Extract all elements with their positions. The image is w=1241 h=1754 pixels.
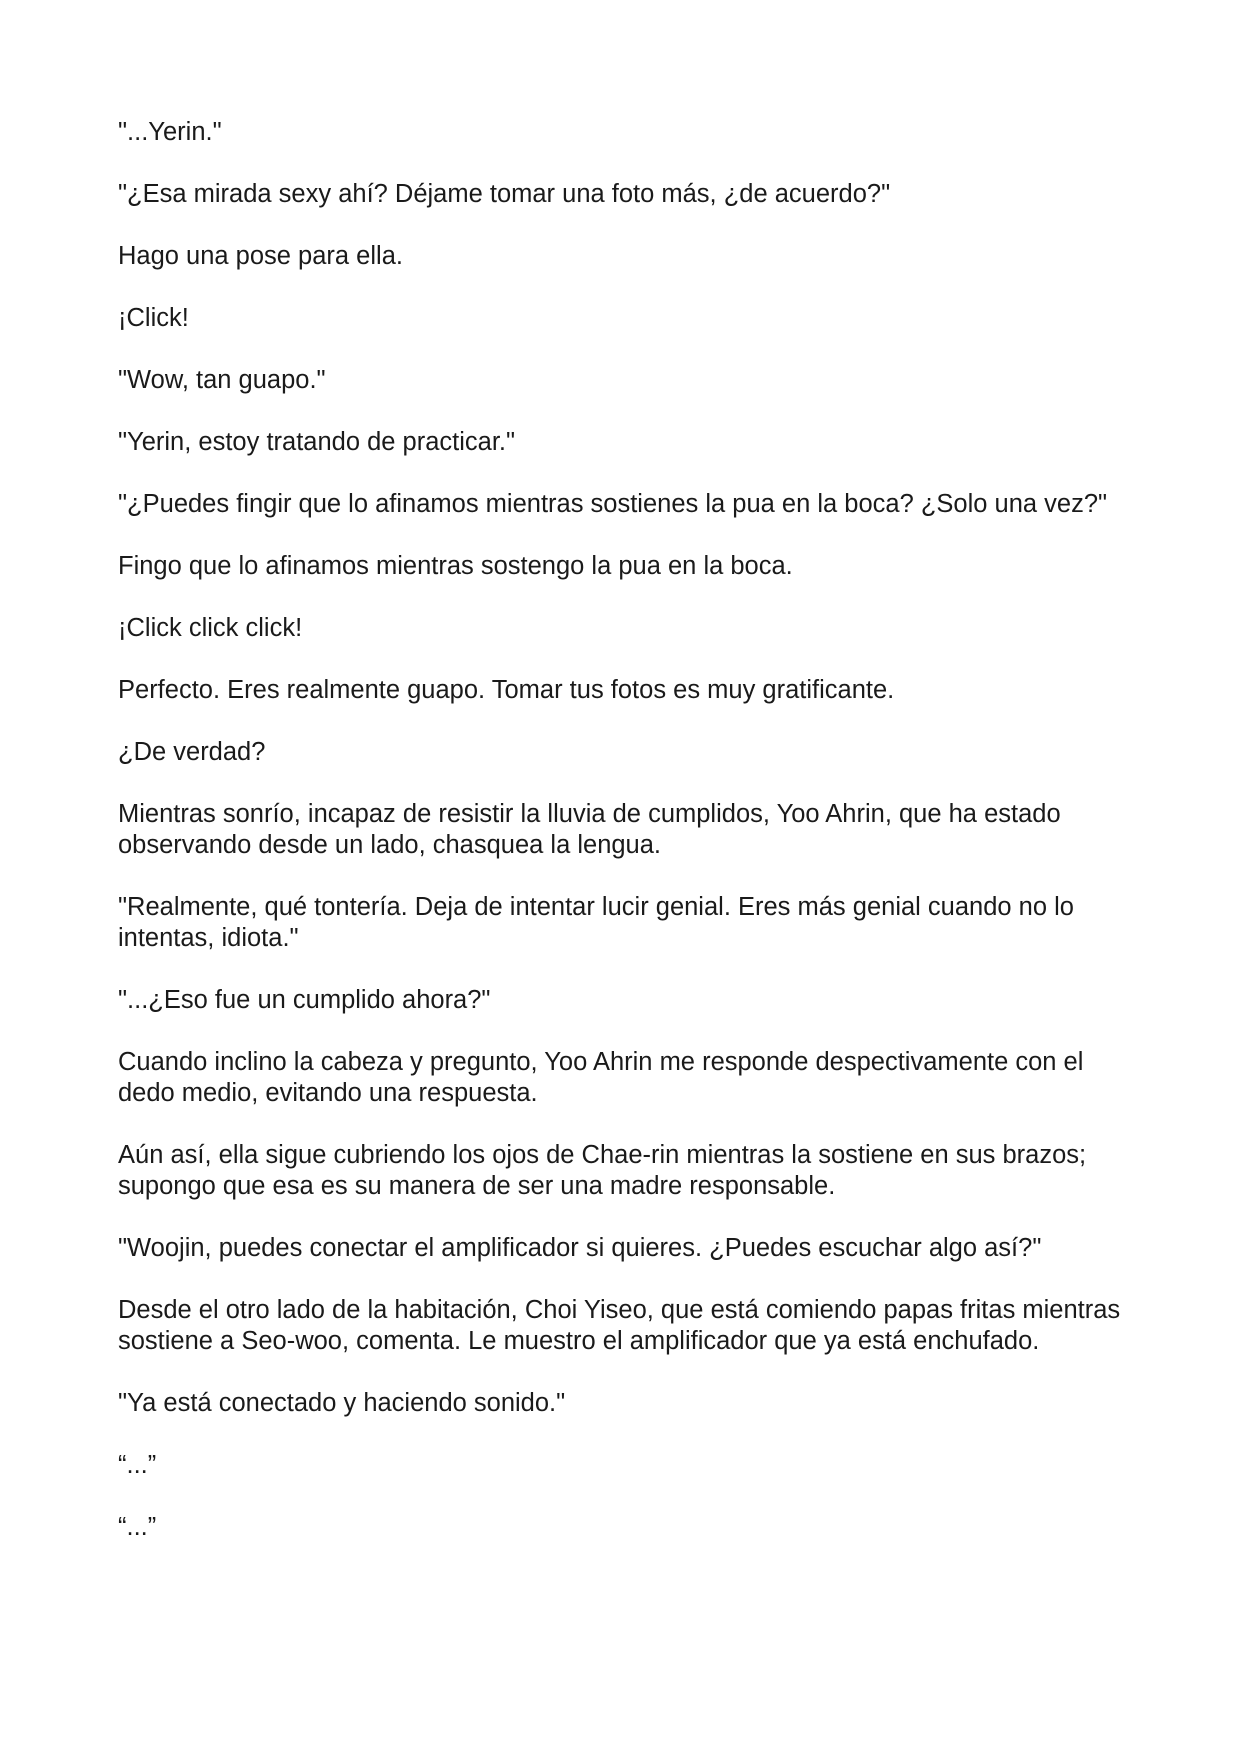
paragraph: Mientras sonrío, incapaz de resistir la lluvia de cumplidos, Yoo Ahrin, que ha estado observando desde un lado, chasquea la lengua.	[118, 800, 1068, 859]
paragraph: Fingo que lo afinamos mientras sostengo la pua en la boca.	[118, 552, 793, 580]
paragraph: "¿Puedes fingir que lo afinamos mientras sostienes la pua en la boca? ¿Solo una vez?"	[118, 490, 1108, 518]
paragraph: Aún así, ella sigue cubriendo los ojos de Chae-rin mientras la sostiene en sus brazos; supongo que esa es su manera de ser una madre responsable.	[118, 1141, 1094, 1200]
paragraph: Cuando inclino la cabeza y pregunto, Yoo Ahrin me responde despectivamente con el dedo medio, evitando una respuesta.	[118, 1048, 1091, 1107]
paragraph: "Realmente, qué tontería. Deja de intentar lucir genial. Eres más genial cuando no lo intentas, idiota."	[118, 893, 1082, 952]
paragraph: ¡Click click click!	[118, 614, 303, 642]
paragraph: "Yerin, estoy tratando de practicar."	[118, 428, 516, 456]
paragraph: Perfecto. Eres realmente guapo. Tomar tus fotos es muy gratificante.	[118, 676, 895, 704]
paragraph: "Wow, tan guapo."	[118, 366, 326, 394]
paragraph: Desde el otro lado de la habitación, Choi Yiseo, que está comiendo papas fritas mientras sostiene a Seo-woo, comenta. Le muestro el amplificador que ya está enchufado.	[118, 1296, 1128, 1355]
document-body	[118, 117, 1128, 1574]
paragraph: "...¿Eso fue un cumplido ahora?"	[118, 986, 491, 1014]
paragraph: "Ya está conectado y haciendo sonido."	[118, 1389, 566, 1417]
paragraph: ¿De verdad?	[118, 738, 266, 766]
paragraph: “...”	[118, 1451, 157, 1479]
paragraph: ¡Click!	[118, 304, 189, 332]
paragraph: Hago una pose para ella.	[118, 242, 403, 270]
paragraph: "...Yerin."	[118, 118, 222, 146]
paragraph: “...”	[118, 1513, 157, 1541]
paragraph: "Woojin, puedes conectar el amplificador si quieres. ¿Puedes escuchar algo así?"	[118, 1234, 1042, 1262]
paragraph: "¿Esa mirada sexy ahí? Déjame tomar una foto más, ¿de acuerdo?"	[118, 180, 891, 208]
